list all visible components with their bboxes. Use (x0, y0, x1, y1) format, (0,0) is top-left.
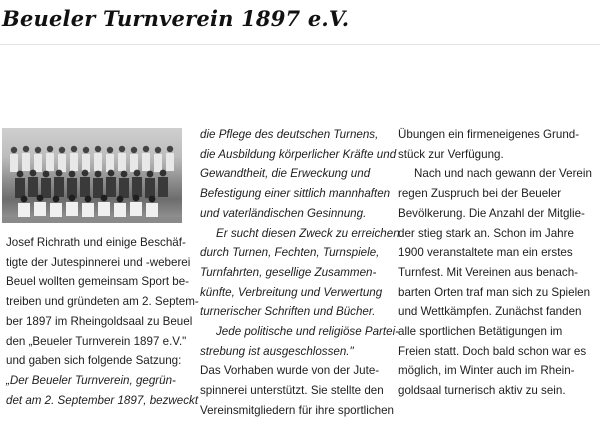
text-line: die Pflege des deutschen Turnens, (200, 128, 379, 141)
text-line: den „Beueler Turnverein 1897 e.V." (6, 334, 187, 348)
group-photo (2, 128, 182, 223)
text-line: regen Zuspruch bei der Beueler (398, 187, 562, 201)
text-column-1 (6, 233, 199, 410)
text-line: möglich, im Winter auch im Rhein- (398, 364, 575, 378)
text-line: Nach und nach gewann der Verein (414, 167, 592, 181)
text-line: Vereinsmitgliedern für ihre sportlichen (200, 403, 394, 417)
text-line: spinnerei unterstützt. Sie stellte den (200, 384, 384, 398)
text-line: die Ausbildung körperlicher Kräfte und (200, 147, 397, 161)
text-line: Gewandtheit, die Erweckung und (200, 167, 371, 181)
text-column-2 (200, 125, 400, 421)
text-line: durch Turnen, Fechten, Turnspiele, (200, 246, 380, 260)
text-line: barten Orten traf man sich zu Spielen (398, 285, 591, 299)
text-line: stück zur Verfügung. (398, 147, 504, 161)
text-line: tigte der Jutespinnerei und -weberei (6, 255, 191, 269)
text-line: alle sportlichen Betätigungen im (398, 325, 563, 339)
text-line: det am 2. September 1897, bezweckt (6, 393, 199, 407)
text-line: turnerischer Schriften und Bücher. (200, 305, 376, 319)
text-line: strebung ist ausgeschlossen." (200, 344, 354, 358)
text-line: Beuel wollten gemeinsam Sport be- (6, 275, 190, 289)
text-line: Turnfahrten, gesellige Zusammen- (200, 265, 377, 279)
text-column-3 (398, 125, 598, 401)
text-line: Er sucht diesen Zweck zu erreichen (216, 226, 400, 240)
text-line: „Der Beueler Turnverein, gegrün- (6, 373, 176, 387)
text-line: Freien statt. Doch bald schon war es (398, 344, 587, 358)
text-line: und Wettkämpfen. Zunächst fanden (398, 305, 582, 319)
text-line: 1900 veranstaltete man ein erstes (398, 246, 573, 260)
text-line: der stieg stark an. Schon im Jahre (398, 226, 574, 240)
divider (0, 44, 600, 45)
group-photo-figures (2, 128, 182, 223)
text-line: künfte, Verbreitung und Verwertung (200, 285, 383, 299)
text-line: und gaben sich folgende Satzung: (6, 354, 182, 368)
text-line: Das Vorhaben wurde von der Jute- (200, 364, 380, 378)
text-line: Josef Richrath und einige Beschäf- (6, 236, 186, 249)
text-line: Bevölkerung. Die Anzahl der Mitglie- (398, 206, 585, 220)
text-line: Übungen ein firmeneigenes Grund- (398, 128, 580, 141)
text-line: ber 1897 im Rheingoldsaal zu Beuel (6, 314, 193, 328)
text-line: und vaterländischen Gesinnung. (200, 206, 367, 220)
text-line: treiben und gründeten am 2. Septem- (6, 295, 199, 309)
text-line: Befestigung einer sittlich mannhaften (200, 187, 391, 201)
text-line: Turnfest. Mit Vereinen aus benach- (398, 265, 579, 279)
page-title: Beueler Turnverein 1897 e.V. (2, 6, 350, 31)
text-line: Jede politische und religiöse Partei- (216, 325, 400, 339)
text-line: goldsaal turnerisch aktiv zu sein. (398, 384, 566, 398)
